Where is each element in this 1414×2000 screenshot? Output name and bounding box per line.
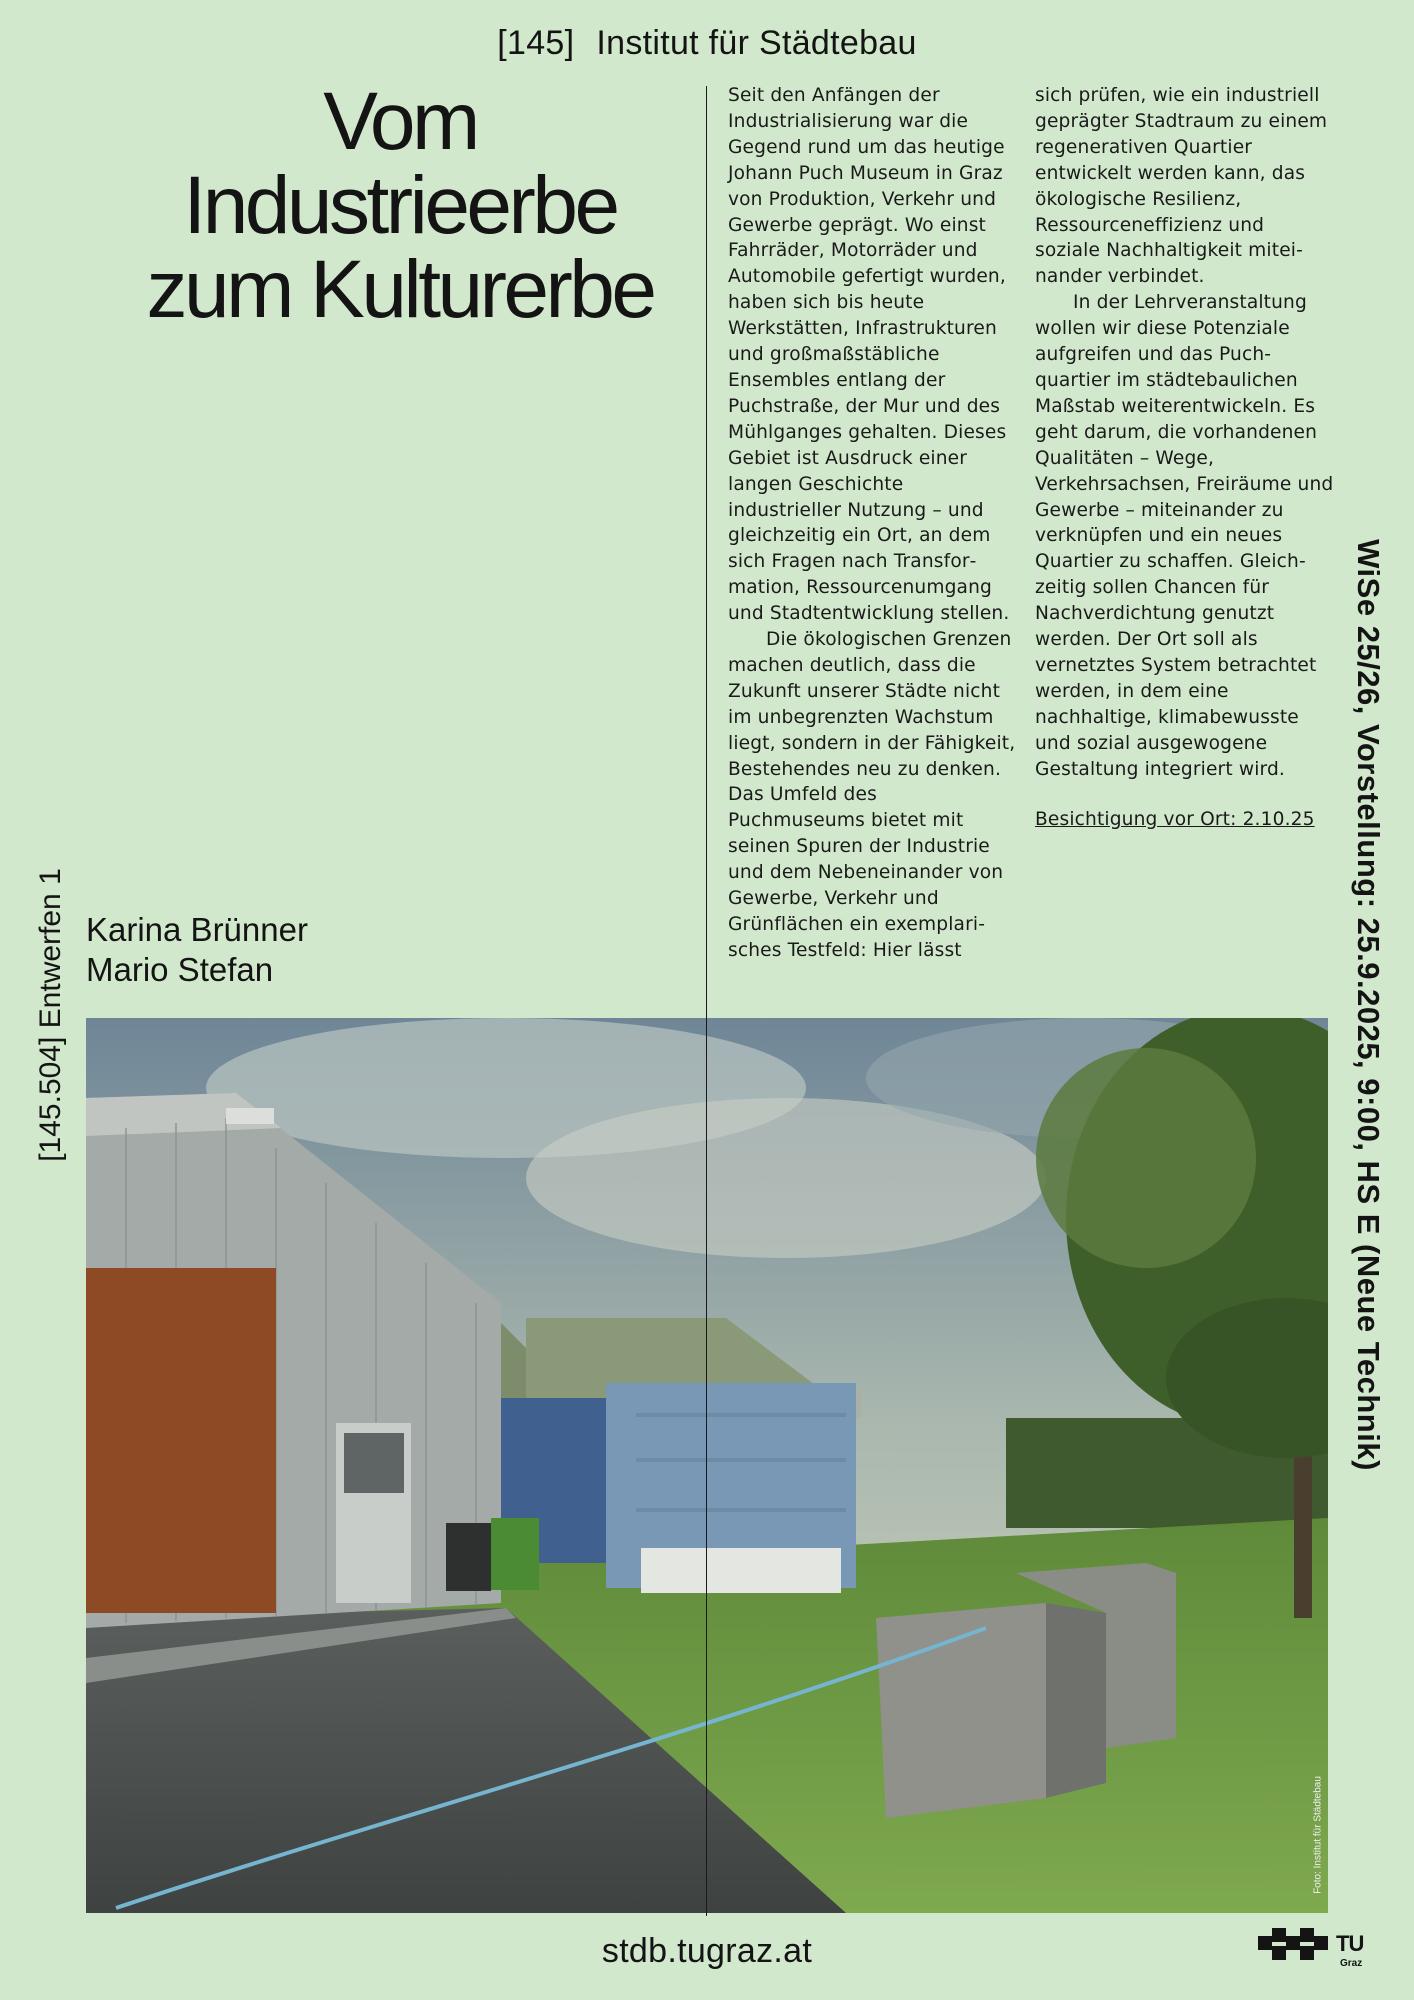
paragraph: In der Lehrveranstaltung wollen wir diese Potenziale aufgreifen und das Puchquartier im städtebaulichen Maßstab weiterentwickeln. Es geht darum, die vorhandenen Qualitäten – Wege, Verkehrsachsen, Freiräume und Gewerbe – miteinander zu verknüpfen und ein neues Quartier zu schaffen. Gleichzeitig sollen Chancen für Nachverdichtung genutzt werden. Der Ort soll als vernetztes System betrachtet werden, in dem eine nachhaltige, klimabewusste und sozial ausgewogene Gestaltung integriert wird. xyxy=(1035,292,1334,780)
author-1: Karina Brünner xyxy=(86,911,308,948)
site-photo xyxy=(86,1018,1328,1913)
logo-text: TU xyxy=(1336,1931,1364,1956)
event-info xyxy=(1340,470,1396,1540)
photo-credit-text: Foto: Institut für Städtebau xyxy=(1312,1776,1324,1894)
text-column-2 xyxy=(1035,83,1335,833)
text-column-1 xyxy=(728,83,1018,964)
institute-number: [145] xyxy=(497,24,575,62)
title-line-3: zum Kulturerbe xyxy=(146,244,654,335)
paragraph: sich prüfen, wie ein industriell geprägter Stadtraum zu einem regenerativen Quartier entwickelt werden kann, das ökologische Resilienz, Ressourceneffizienz und soziale Nachhaltigkeit miteinander verbindet. xyxy=(1035,85,1328,288)
photo-credit xyxy=(1310,1770,1326,1900)
header xyxy=(0,24,1414,63)
paragraph: Die ökologischen Grenzen machen deutlich, dass die Zukunft unserer Städte nicht im unbegrenzten Wachstum liegt, sondern in der Fähigkeit, Bestehendes neu zu denken. Das Umfeld des Puchmuseums bietet mit seinen Spuren der Industrie und dem Nebeneinander von Gewerbe, Verkehr und Grünflächen ein exemplarisches Testfeld: Hier lässt xyxy=(728,629,1016,961)
paragraph: Seit den Anfängen der Industrialisierung war die Gegend rund um das heutige Johann Puch Museum in Graz von Produktion, Verkehr und Gewerbe geprägt. Wo einst Fahrräder, Motorräder und Automobile gefertigt wurden, haben sich bis heute Werkstätten, Infrastrukturen und großmaßstäbliche Ensembles entlang der Puchstraße, der Mur und des Mühlganges gehalten. Dieses Gebiet ist Ausdruck einer langen Geschichte industrieller Nutzung – und gleichzeitig ein Ort, an dem sich Fragen nach Transformation, Ressourcenumgang und Stadtentwicklung stellen. xyxy=(728,85,1010,625)
institute-name: Institut für Städtebau xyxy=(596,24,917,62)
course-label xyxy=(28,815,74,1215)
title-line-2: Industrieerbe xyxy=(183,160,617,251)
column-divider xyxy=(706,86,707,1916)
event-info-text: WiSe 25/26, Vorstellung: 25.9.2025, 9:00, HS E (Neue Technik) xyxy=(1351,539,1386,1471)
title-line-1: Vom xyxy=(323,76,477,167)
footer-url[interactable]: stdb.tugraz.at xyxy=(601,1932,813,1970)
site-visit-note: Besichtigung vor Ort: 2.10.25 xyxy=(1035,809,1315,831)
course-label-text: [145.504] Entwerfen 1 xyxy=(34,868,67,1162)
author-2: Mario Stefan xyxy=(86,951,274,988)
logo-subtext: Graz xyxy=(1340,1958,1363,1969)
authors xyxy=(86,910,308,990)
poster-title xyxy=(100,76,700,335)
